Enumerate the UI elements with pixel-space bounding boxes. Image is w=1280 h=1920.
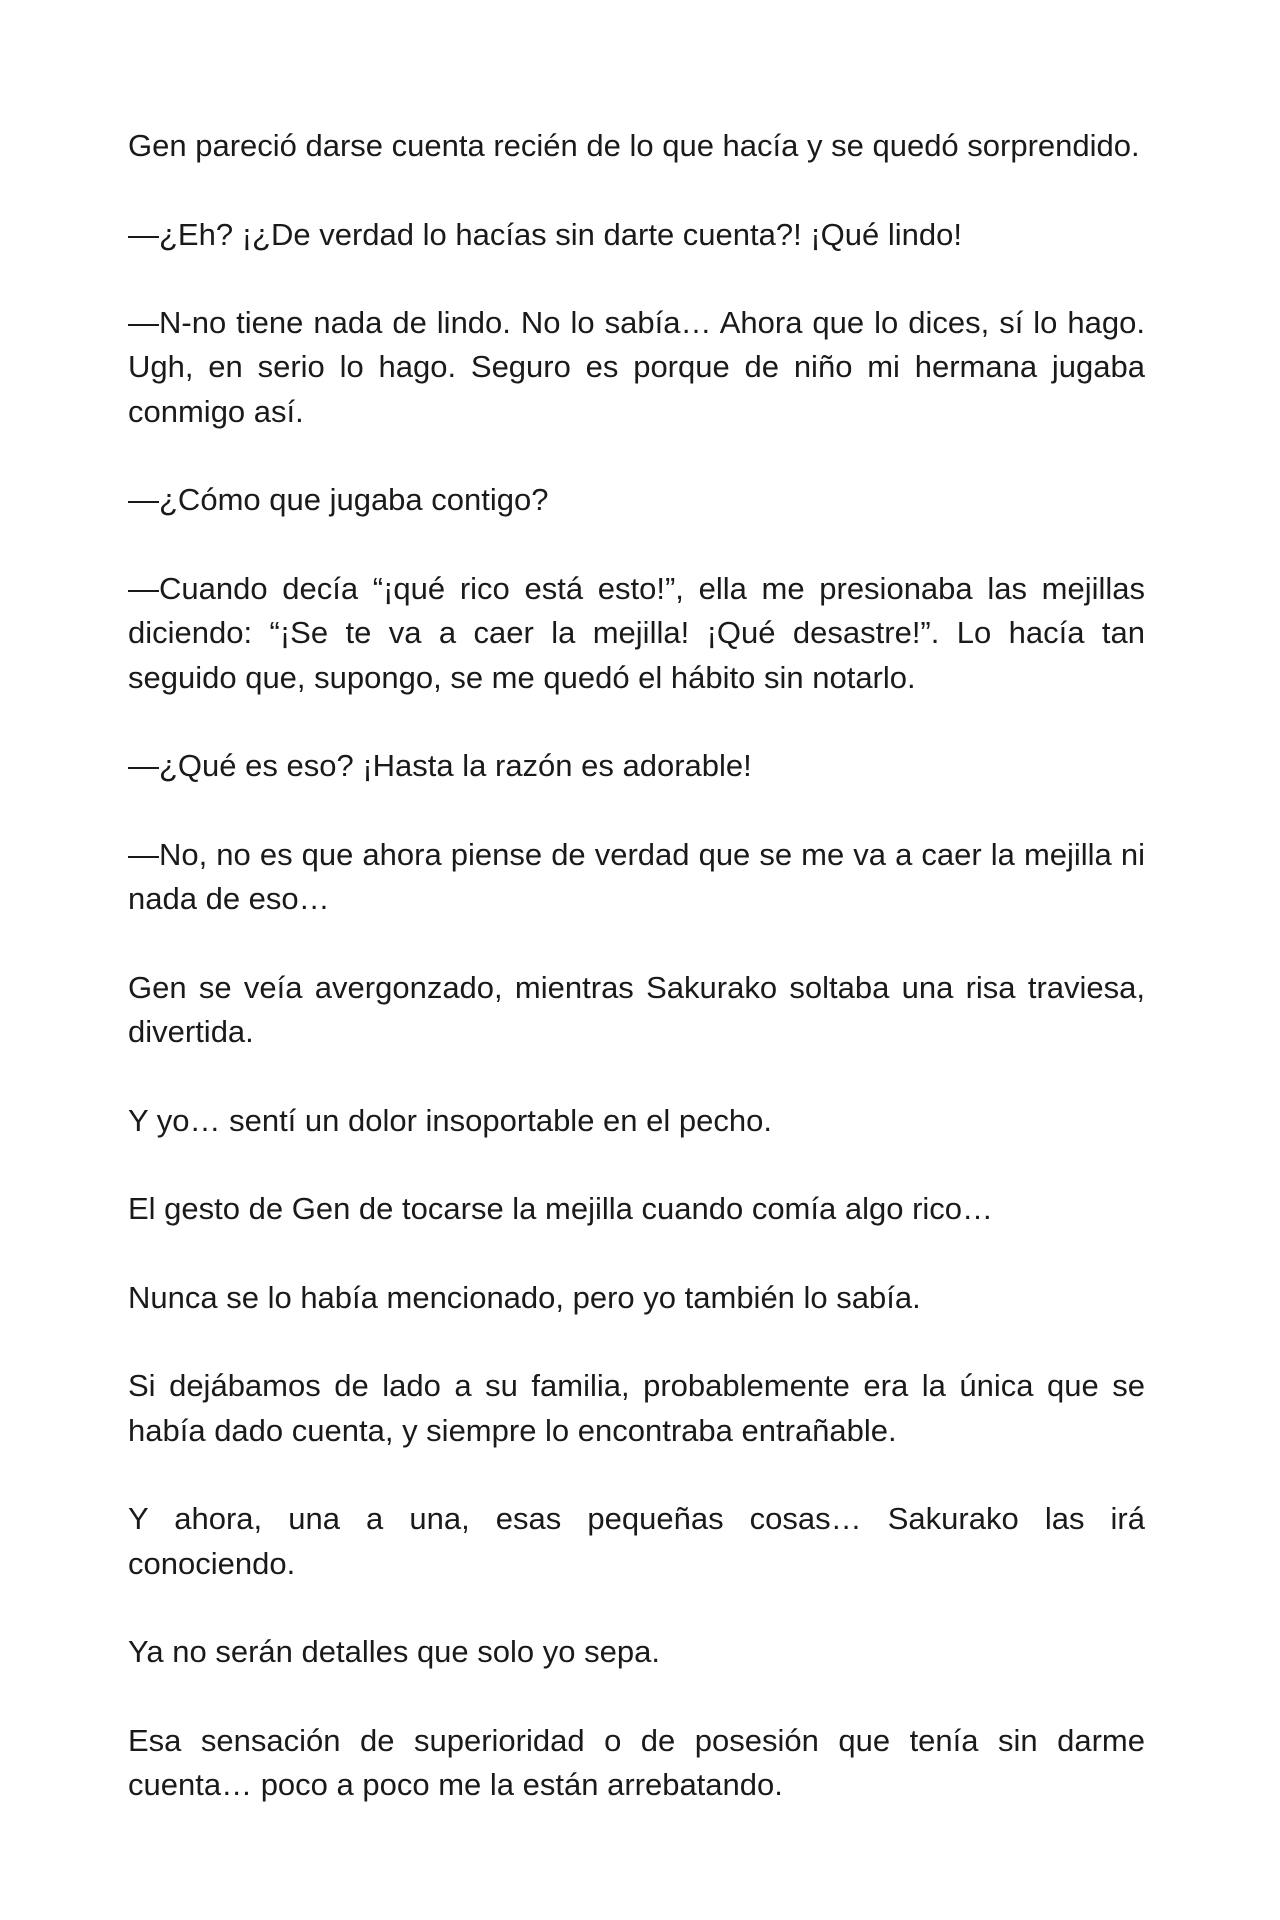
paragraph: Nunca se lo había mencionado, pero yo también lo sabía. <box>128 1279 921 1315</box>
paragraph: —¿Eh? ¡¿De verdad lo hacías sin darte cuenta?! ¡Qué lindo! <box>128 216 962 252</box>
paragraph: —¿Cómo que jugaba contigo? <box>128 482 549 518</box>
paragraph: Esa sensación de superioridad o de posesión que tenía sin darme cuenta… poco a poco me la están arrebatando. <box>128 1722 1145 1802</box>
paragraph: El gesto de Gen de tocarse la mejilla cuando comía algo rico… <box>128 1191 994 1227</box>
paragraph: Y yo… sentí un dolor insoportable en el pecho. <box>128 1102 772 1138</box>
paragraph: Gen pareció darse cuenta recién de lo que hacía y se quedó sorprendido. <box>128 128 1140 163</box>
paragraph: Gen se veía avergonzado, mientras Sakurako soltaba una risa traviesa, divertida. <box>128 969 1145 1049</box>
paragraph: Ya no serán detalles que solo yo sepa. <box>128 1634 660 1670</box>
paragraph: —N-no tiene nada de lindo. No lo sabía… Ahora que lo dices, sí lo hago. Ugh, en serio lo hago. Seguro es porque de niño mi hermana jugaba conmigo así. <box>128 305 1145 429</box>
paragraph: —No, no es que ahora piense de verdad que se me va a caer la mejilla ni nada de eso… <box>128 836 1145 917</box>
paragraph: Si dejábamos de lado a su familia, probablemente era la única que se había dado cuenta, y siempre lo encontraba entrañable. <box>128 1368 1145 1448</box>
paragraph: —Cuando decía “¡qué rico está esto!”, ella me presionaba las mejillas diciendo: “¡Se te va a caer la mejilla! ¡Qué desastre!”. Lo hacía tan seguido que, supongo, se me quedó el hábito sin notarlo. <box>128 570 1145 695</box>
paragraph: Y ahora, una a una, esas pequeñas cosas… Sakurako las irá conociendo. <box>128 1501 1145 1581</box>
paragraph: —¿Qué es eso? ¡Hasta la razón es adorable! <box>128 748 752 784</box>
